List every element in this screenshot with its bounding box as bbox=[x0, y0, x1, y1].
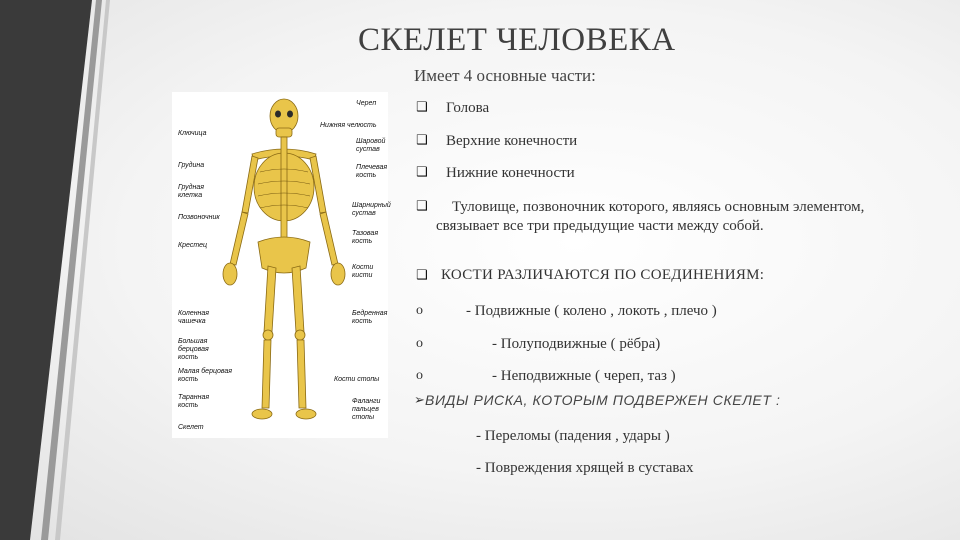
decorative-stripes bbox=[0, 0, 120, 540]
skeleton-figure bbox=[172, 92, 391, 438]
connection-fixed: - Неподвижные ( череп, таз ) bbox=[492, 368, 676, 384]
label-toe-phalanges: Фаланги пальцев стопы bbox=[352, 398, 381, 421]
label-hinge-joint: Шарнирный сустав bbox=[352, 202, 391, 217]
label-talus: Таранная кость bbox=[178, 394, 210, 409]
label-sacrum: Крестец bbox=[178, 242, 208, 249]
connections-heading: КОСТИ РАЗЛИЧАЮТСЯ ПО СОЕДИНЕНИЯМ: bbox=[441, 267, 765, 283]
connection-semi-movable: - Полуподвижные ( рёбра) bbox=[492, 336, 661, 352]
label-skull: Череп bbox=[356, 100, 377, 107]
label-kneecap: Коленная чашечка bbox=[178, 310, 210, 325]
label-femur: Бедренная кость bbox=[352, 310, 388, 325]
slide-title: СКЕЛЕТ ЧЕЛОВЕКА bbox=[358, 22, 676, 58]
label-skeleton: Скелет bbox=[178, 424, 204, 431]
square-bullet-icon: ❑ bbox=[416, 100, 428, 115]
risk-heading: ВИДЫ РИСКА, КОТОРЫМ ПОДВЕРЖЕН СКЕЛЕТ : bbox=[425, 392, 781, 408]
risk-fractures: - Переломы (падения , удары ) bbox=[476, 428, 670, 444]
square-bullet-icon: ❑ bbox=[416, 199, 428, 214]
label-humerus: Плечевая кость bbox=[356, 164, 388, 179]
square-bullet-icon: ❑ bbox=[416, 268, 428, 283]
connection-movable: - Подвижные ( колено , локоть , плечо ) bbox=[466, 303, 717, 319]
part-torso: Туловище, позвоночник которого, являясь основным элементом, связывает все три предыдущие части между собой. bbox=[436, 199, 865, 234]
intro-text: Имеет 4 основные части: bbox=[414, 66, 596, 85]
label-hand-bones: Кости кисти bbox=[352, 264, 374, 279]
part-upper-limbs: Верхние конечности bbox=[446, 133, 578, 149]
label-pelvis: Тазовая кость bbox=[352, 230, 379, 245]
square-bullet-icon: ❑ bbox=[416, 165, 428, 180]
arrow-bullet-icon: ➢ bbox=[414, 393, 425, 408]
part-head: Голова bbox=[446, 100, 490, 116]
label-sternum: Грудина bbox=[178, 162, 205, 169]
square-bullet-icon: ❑ bbox=[416, 133, 428, 148]
circle-bullet-icon: o bbox=[416, 303, 423, 318]
label-ribcage: Грудная клетка bbox=[178, 184, 205, 199]
risk-cartilage: - Повреждения хрящей в суставах bbox=[476, 460, 694, 476]
label-foot-bones: Кости стопы bbox=[334, 376, 380, 383]
circle-bullet-icon: o bbox=[416, 368, 423, 383]
part-lower-limbs: Нижние конечности bbox=[446, 165, 575, 181]
circle-bullet-icon: o bbox=[416, 336, 423, 351]
label-fibula: Малая берцовая кость bbox=[178, 368, 233, 383]
label-jaw: Нижняя челюсть bbox=[320, 122, 377, 129]
label-ball-joint: Шаровой сустав bbox=[356, 138, 386, 153]
label-tibia: Большая берцовая кость bbox=[178, 338, 209, 361]
label-clavicle: Ключица bbox=[178, 130, 207, 137]
label-spine: Позвоночник bbox=[178, 214, 220, 221]
